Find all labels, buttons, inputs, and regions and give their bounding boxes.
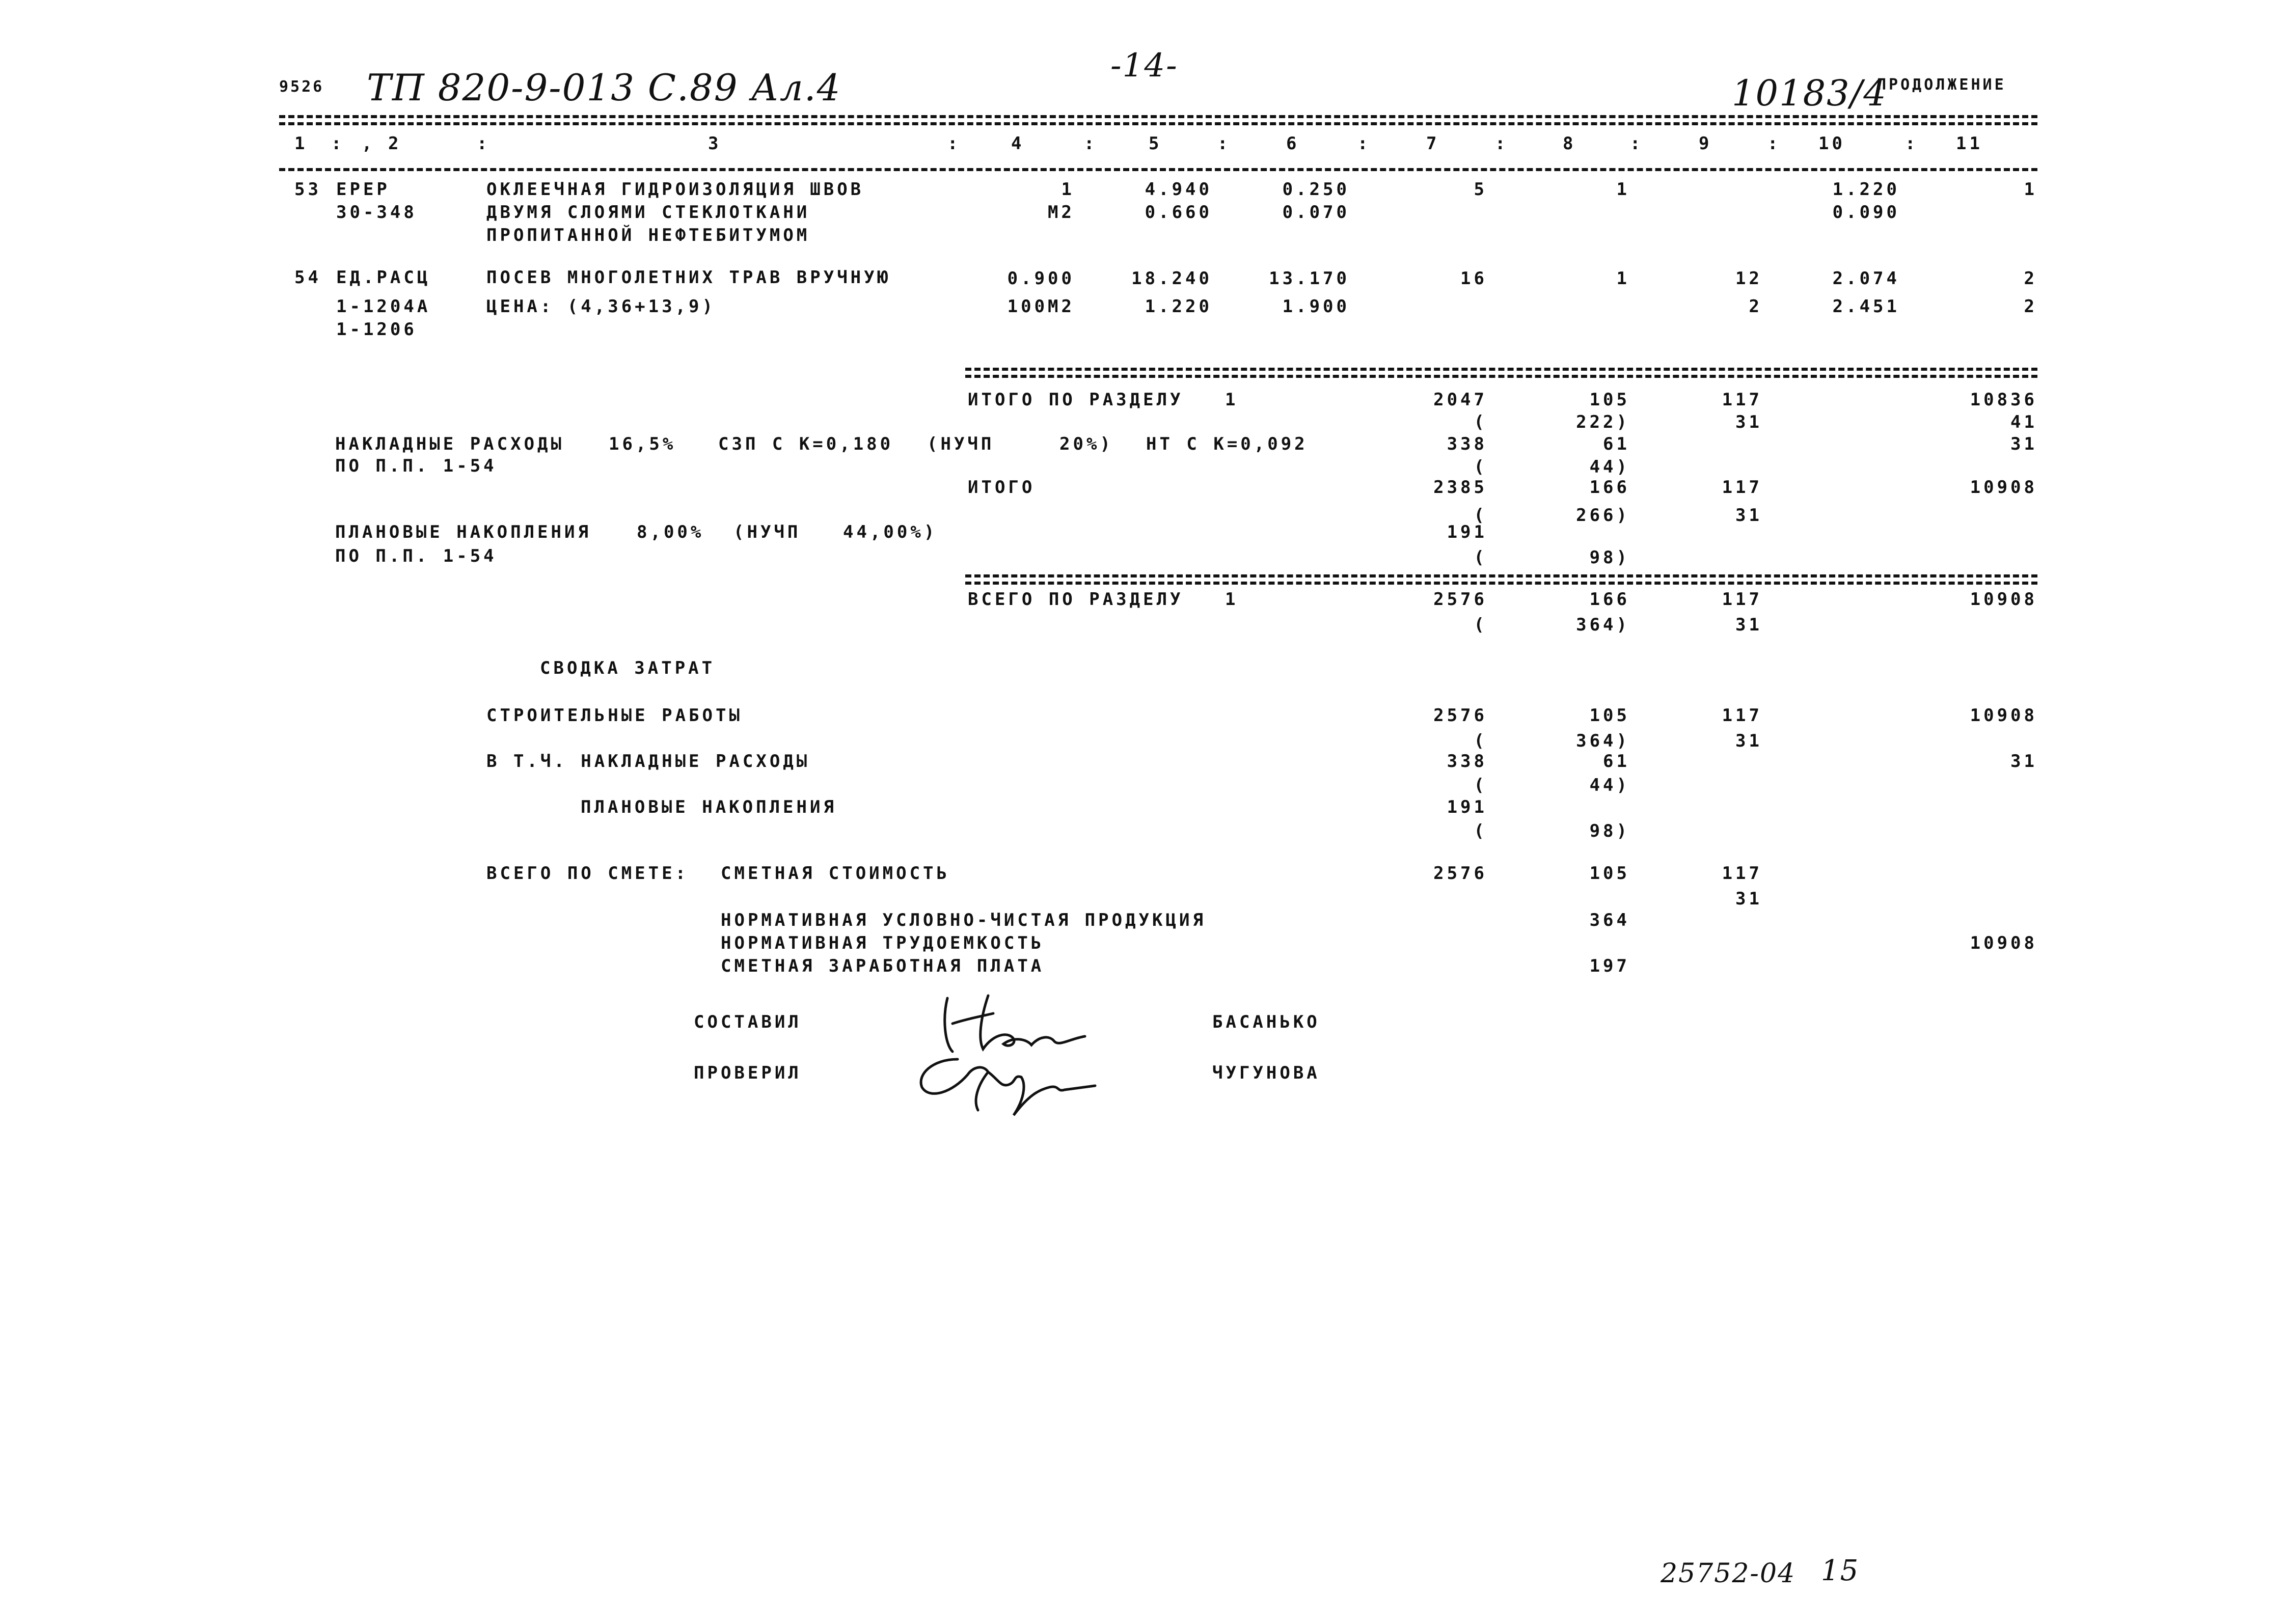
work-description: ДВУМЯ СЛОЯМИ СТЕКЛОТКАНИ [486, 202, 810, 223]
cell-value: 105 [1589, 863, 1630, 884]
cell-value: 222) [1576, 412, 1630, 432]
col-header-8: 8 [1563, 133, 1576, 154]
page-mark: -14- [1110, 47, 1178, 85]
overhead-items: ПО П.П. 1-54 [335, 456, 497, 476]
work-description: ПОСЕВ МНОГОЛЕТНИХ ТРАВ ВРУЧНУЮ [486, 267, 891, 288]
table-top-rule-2 [279, 122, 2037, 125]
planned-basis: (НУЧП [733, 522, 801, 542]
bracket: ( [1474, 547, 1487, 568]
bracket: ( [1474, 505, 1487, 526]
cell-value: 61 [1603, 434, 1630, 454]
col-header-1: 1 [294, 133, 308, 154]
cell-value: 105 [1589, 390, 1630, 410]
cell-value: 166 [1589, 477, 1630, 498]
cell-value: 31 [1735, 615, 1762, 635]
cell-value: 338 [1447, 751, 1487, 772]
section-rule-2 [965, 582, 2037, 585]
cell-value: 2385 [1433, 477, 1487, 498]
bracket: ( [1474, 821, 1487, 841]
cell-value: 18.240 [1131, 268, 1212, 289]
overhead-basis: (НУЧП [927, 434, 995, 454]
overhead-label: НАКЛАДНЫЕ РАСХОДЫ [335, 434, 564, 454]
cell-value: 5 [1474, 179, 1487, 200]
checked-label: ПРОВЕРИЛ [694, 1063, 802, 1083]
cell-value: 0.090 [1832, 202, 1900, 223]
rate-code: 30-348 [336, 202, 417, 223]
cell-value: 2.451 [1832, 296, 1900, 317]
overhead-percent: 16,5% [609, 434, 676, 454]
cell-value: 191 [1447, 522, 1487, 542]
cell-value: 266) [1576, 505, 1630, 526]
cell-value: 117 [1722, 705, 1762, 726]
cell-value: 61 [1603, 751, 1630, 772]
norm-net-label: НОРМАТИВНАЯ УСЛОВНО-ЧИСТАЯ ПРОДУКЦИЯ [721, 910, 1206, 930]
cell-value: 364) [1576, 731, 1630, 751]
cell-value: 2576 [1433, 863, 1487, 884]
cell-value: 44) [1589, 775, 1630, 795]
wages-label: СМЕТНАЯ ЗАРАБОТНАЯ ПЛАТА [721, 956, 1045, 976]
cell-value: 1 [1616, 179, 1630, 200]
cell-value: 2 [2024, 268, 2037, 289]
col-header-11: 11 [1956, 133, 1983, 154]
cell-value: 10908 [1970, 933, 2037, 953]
overhead-coefficient: СЗП С К=0,180 [718, 434, 894, 454]
cell-value: 2576 [1433, 705, 1487, 726]
cell-value: 364) [1576, 615, 1630, 635]
cell-value: 364 [1589, 910, 1630, 930]
col-header-3: 3 [708, 133, 722, 154]
cell-value: 10836 [1970, 390, 2037, 410]
inventory-number: 10183/4 [1732, 72, 1887, 114]
cell-value: 191 [1447, 797, 1487, 817]
cell-value: 338 [1447, 434, 1487, 454]
cell-unit: М2 [1048, 202, 1075, 223]
cell-value: 16 [1460, 268, 1487, 289]
cell-value: 117 [1722, 589, 1762, 610]
overhead-summary-label: В Т.Ч. НАКЛАДНЫЕ РАСХОДЫ [486, 751, 810, 772]
section-rule-2 [965, 375, 2037, 378]
cell-value: 12 [1735, 268, 1762, 289]
work-description: ОКЛЕЕЧНАЯ ГИДРОИЗОЛЯЦИЯ ШВОВ [486, 179, 864, 200]
cell-value: 10908 [1970, 589, 2037, 610]
col-header-9: 9 [1699, 133, 1712, 154]
cell-value: 0.660 [1145, 202, 1212, 223]
checked-signature [912, 1044, 1105, 1120]
cell-value: 98) [1589, 821, 1630, 841]
cell-value: 1.900 [1282, 296, 1350, 317]
cell-value: 0.070 [1282, 202, 1350, 223]
cell-quantity: 1 [1061, 179, 1075, 200]
estimate-total-label: ВСЕГО ПО СМЕТЕ: [486, 863, 689, 884]
cell-value: 2576 [1433, 589, 1487, 610]
norm-labor-label: НОРМАТИВНАЯ ТРУДОЕМКОСТЬ [721, 933, 1045, 953]
cell-value: 31 [1735, 505, 1762, 526]
cell-value: 117 [1722, 390, 1762, 410]
rate-code: ЕРЕР [336, 179, 390, 200]
cell-value: 31 [1735, 731, 1762, 751]
compiled-label: СОСТАВИЛ [694, 1012, 802, 1032]
cell-value: 10908 [1970, 705, 2037, 726]
checked-name: ЧУГУНОВА [1212, 1063, 1320, 1083]
cell-value: 31 [1735, 889, 1762, 909]
cell-value: 117 [1722, 477, 1762, 498]
cell-value: 44) [1589, 457, 1630, 477]
table-header-rule [279, 168, 2037, 171]
cost-summary-title: СВОДКА ЗАТРАТ [540, 658, 716, 678]
footer-page: 15 [1821, 1554, 1860, 1587]
work-description: ПРОПИТАННОЙ НЕФТЕБИТУМОМ [486, 225, 810, 245]
footer-stamp: 25752-04 [1661, 1558, 1796, 1589]
table-top-rule [279, 115, 2037, 118]
cell-value: 105 [1589, 705, 1630, 726]
rate-code: 1-1206 [336, 319, 417, 340]
cell-value: 31 [1735, 412, 1762, 432]
cell-quantity: 0.900 [1007, 268, 1075, 289]
cell-value: 2 [1749, 296, 1762, 317]
col-header-5: 5 [1149, 133, 1162, 154]
overhead-basis-percent: 20%) [1059, 434, 1113, 454]
row-number: 54 [294, 267, 321, 288]
col-header-2: 2 [388, 133, 402, 154]
cell-value: 98) [1589, 547, 1630, 568]
rate-code: ЕД.РАСЦ [336, 267, 431, 288]
cell-value: 1 [1616, 268, 1630, 289]
work-description: ЦЕНА: (4,36+13,9) [486, 296, 716, 317]
cell-value: 2047 [1433, 390, 1487, 410]
cell-value: 117 [1722, 863, 1762, 884]
subtotal-label: ИТОГО ПО РАЗДЕЛУ [968, 390, 1184, 410]
col-header-10: 10 [1818, 133, 1845, 154]
row-number: 53 [294, 179, 321, 200]
section-rule [965, 574, 2037, 577]
section-number: 1 [1225, 589, 1239, 610]
cell-value: 4.940 [1145, 179, 1212, 200]
col-header-4: 4 [1011, 133, 1025, 154]
cell-value: 1.220 [1145, 296, 1212, 317]
col-header-6: 6 [1286, 133, 1300, 154]
continuation-label: ПРОДОЛЖЕНИЕ [1877, 76, 2006, 94]
bracket: ( [1474, 457, 1487, 477]
document-code: ТП 820-9-013 С.89 Ал.4 [367, 66, 841, 109]
cell-value: 166 [1589, 589, 1630, 610]
cell-value: 197 [1589, 956, 1630, 976]
cell-value: 1 [2024, 179, 2037, 200]
planned-summary-label: ПЛАНОВЫЕ НАКОПЛЕНИЯ [581, 797, 837, 817]
estimate-cost-label: СМЕТНАЯ СТОИМОСТЬ [721, 863, 950, 884]
planned-percent: 8,00% [637, 522, 704, 542]
archive-code: 9526 [279, 78, 324, 96]
planned-basis-percent: 44,00%) [843, 522, 938, 542]
cell-value: 13.170 [1269, 268, 1350, 289]
total-label: ИТОГО [968, 477, 1036, 498]
col-header-7: 7 [1426, 133, 1440, 154]
overhead-nt: НТ С К=0,092 [1146, 434, 1308, 454]
rate-code: 1-1204А [336, 296, 431, 317]
construction-label: СТРОИТЕЛЬНЫЕ РАБОТЫ [486, 705, 743, 726]
cell-value: 1.220 [1832, 179, 1900, 200]
section-number: 1 [1225, 390, 1239, 410]
bracket: ( [1474, 615, 1487, 635]
planned-items: ПО П.П. 1-54 [335, 546, 497, 566]
cell-value: 31 [2010, 434, 2037, 454]
section-rule [965, 368, 2037, 371]
cell-unit: 100М2 [1007, 296, 1075, 317]
cell-value: 0.250 [1282, 179, 1350, 200]
cell-value: 10908 [1970, 477, 2037, 498]
bracket: ( [1474, 412, 1487, 432]
cell-value: 2 [2024, 296, 2037, 317]
cell-value: 41 [2010, 412, 2037, 432]
bracket: ( [1474, 731, 1487, 751]
section-total-label: ВСЕГО ПО РАЗДЕЛУ [968, 589, 1184, 610]
cell-value: 2.074 [1832, 268, 1900, 289]
planned-label: ПЛАНОВЫЕ НАКОПЛЕНИЯ [335, 522, 591, 542]
compiled-name: БАСАНЬКО [1212, 1012, 1320, 1032]
bracket: ( [1474, 775, 1487, 795]
cell-value: 31 [2010, 751, 2037, 772]
